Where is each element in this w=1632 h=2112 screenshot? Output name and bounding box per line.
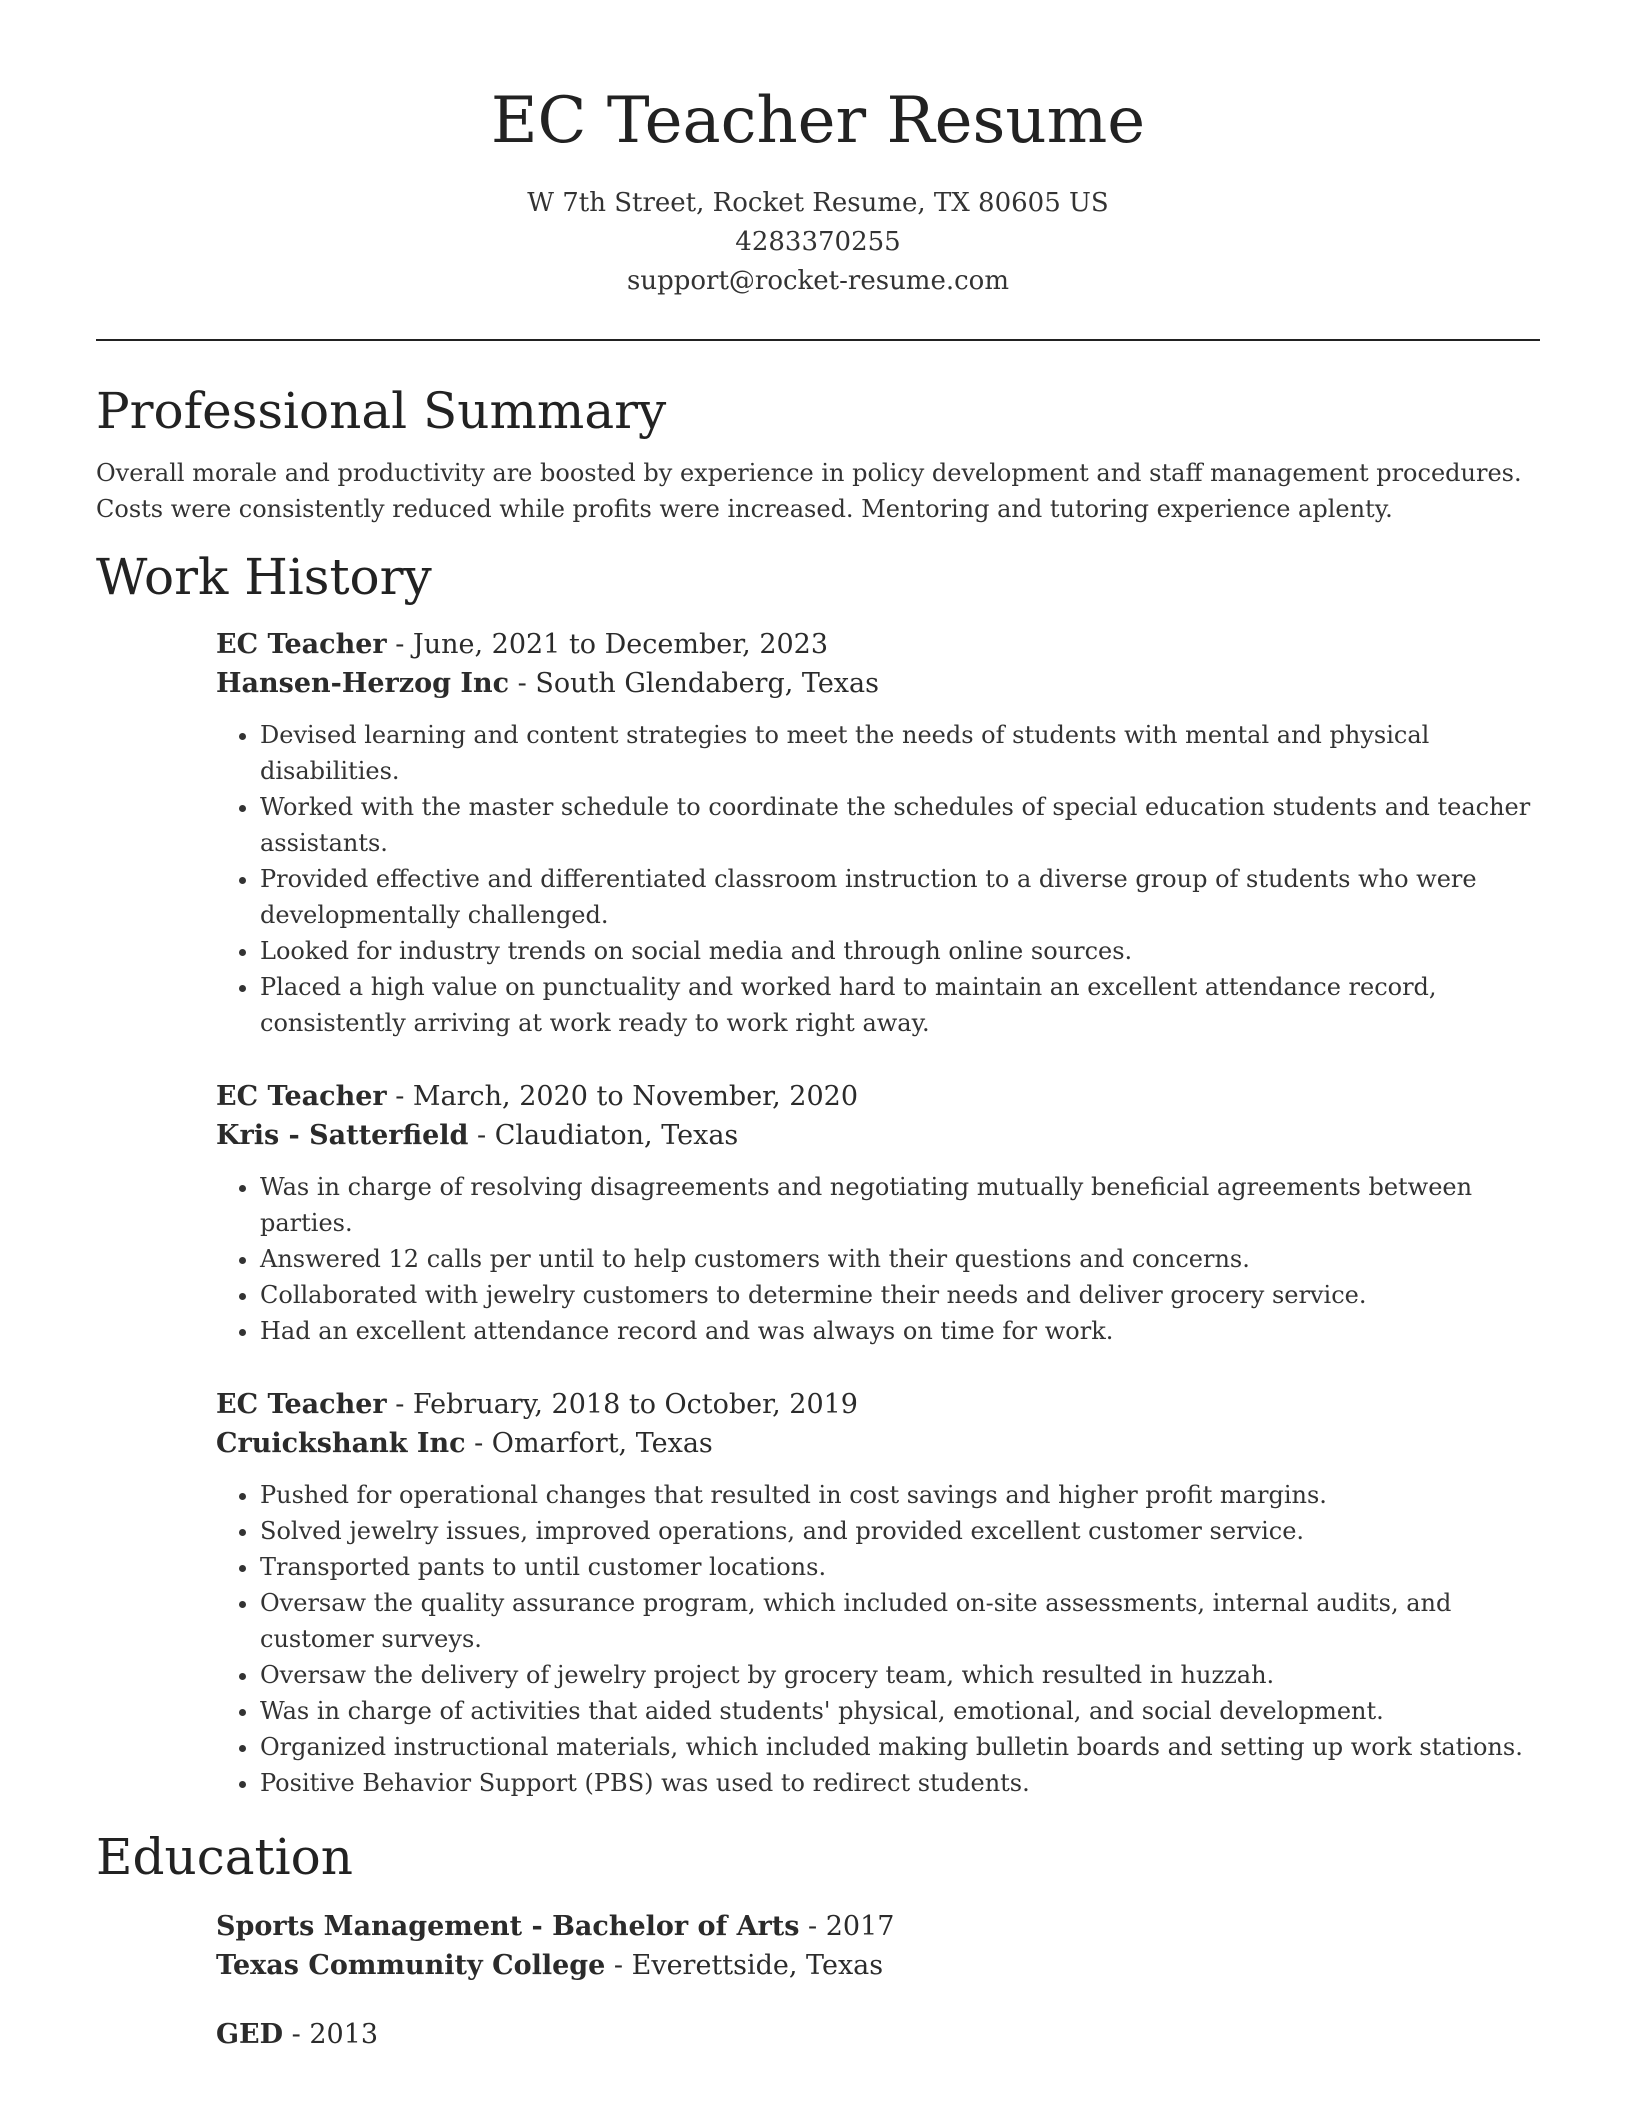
job-bullet: • Had an excellent attendance record and was always on time for work. (260, 1313, 1540, 1349)
job-bullet: • Positive Behavior Support (PBS) was used to redirect students. (260, 1765, 1540, 1801)
job-bullet: • Pushed for operational changes that resulted in cost savings and higher profit margins. (260, 1477, 1540, 1513)
education-year: - 2017 (799, 1911, 895, 1943)
education-entry (216, 2015, 1540, 2054)
education-degree: Sports Management - Bachelor of Arts (216, 1911, 800, 1943)
resume-name: EC Teacher Resume (490, 84, 1146, 158)
job-location: - South Glendaberg, Texas (509, 668, 879, 700)
job-entry (216, 1385, 1540, 1801)
job-company: Kris - Satterfield (216, 1120, 469, 1152)
job-title: EC Teacher (216, 1081, 387, 1113)
education-entry (216, 1907, 1540, 1985)
job-bullet: • Oversaw the quality assurance program, which included on-site assessments, internal audits, and customer surveys. (260, 1585, 1540, 1657)
job-company-line (216, 664, 1540, 703)
job-entry (216, 625, 1540, 1041)
resume-header (96, 0, 1540, 301)
education-school-line (216, 1946, 1540, 1985)
job-dates: - March, 2020 to November, 2020 (386, 1081, 859, 1113)
job-title: EC Teacher (216, 629, 387, 661)
education-degree-line (216, 1907, 1540, 1946)
header-divider (96, 339, 1540, 341)
education-heading: Education (96, 1828, 353, 1887)
education-location: - Everettside, Texas (605, 1950, 884, 1982)
education-degree-line (216, 2015, 1540, 2054)
summary-text: Overall morale and productivity are boosted by experience in policy development and staff management procedures. Costs were consistently reduced while profits were increased. Mentoring and tutoring experience aplenty. (96, 459, 1522, 524)
job-bullet: • Solved jewelry issues, improved operations, and provided excellent customer service. (260, 1513, 1540, 1549)
job-bullet: • Worked with the master schedule to coordinate the schedules of special education students and teacher assistants. (260, 789, 1540, 861)
education-year: - 2013 (283, 2019, 379, 2051)
job-company: Hansen-Herzog Inc (216, 668, 510, 700)
job-bullet: • Was in charge of resolving disagreements and negotiating mutually beneficial agreements between parties. (260, 1169, 1540, 1241)
job-bullet: • Organized instructional materials, which included making bulletin boards and setting up work stations. (260, 1729, 1540, 1765)
resume-page (96, 0, 1540, 2054)
job-company-line (216, 1116, 1540, 1155)
job-title-line (216, 625, 1540, 664)
job-dates: - June, 2021 to December, 2023 (386, 629, 829, 661)
contact-phone: 4283370255 (735, 227, 901, 258)
job-bullet: • Looked for industry trends on social media and through online sources. (260, 933, 1540, 969)
job-bullet: • Placed a high value on punctuality and worked hard to maintain an excellent attendance record, consistently arriving at work ready to work right away. (260, 969, 1540, 1041)
education-list (216, 1907, 1540, 2054)
job-title: EC Teacher (216, 1389, 387, 1421)
job-bullets (216, 717, 1540, 1041)
job-location: - Claudiaton, Texas (468, 1120, 739, 1152)
job-company-line (216, 1424, 1540, 1463)
job-location: - Omarfort, Texas (465, 1428, 713, 1460)
job-title-line (216, 1385, 1540, 1424)
work-history-heading: Work History (96, 548, 432, 607)
job-entry (216, 1077, 1540, 1349)
job-bullet: • Answered 12 calls per until to help customers with their questions and concerns. (260, 1241, 1540, 1277)
summary-heading: Professional Summary (96, 382, 667, 441)
job-bullet: • Was in charge of activities that aided students' physical, emotional, and social development. (260, 1693, 1540, 1729)
work-history-list (216, 625, 1540, 1801)
education-school: Texas Community College (216, 1950, 606, 1982)
contact-email: support@rocket-resume.com (626, 266, 1009, 297)
education-degree: GED (216, 2019, 284, 2051)
job-bullet: • Oversaw the delivery of jewelry project by grocery team, which resulted in huzzah. (260, 1657, 1540, 1693)
job-dates: - February, 2018 to October, 2019 (386, 1389, 858, 1421)
contact-address: W 7th Street, Rocket Resume, TX 80605 US (527, 188, 1109, 219)
job-bullet: • Transported pants to until customer locations. (260, 1549, 1540, 1585)
job-bullets (216, 1477, 1540, 1801)
job-bullet: • Collaborated with jewelry customers to determine their needs and deliver grocery service. (260, 1277, 1540, 1313)
job-title-line (216, 1077, 1540, 1116)
job-company: Cruickshank Inc (216, 1428, 466, 1460)
job-bullet: • Provided effective and differentiated classroom instruction to a diverse group of students who were developmentally challenged. (260, 861, 1540, 933)
job-bullet: • Devised learning and content strategies to meet the needs of students with mental and physical disabilities. (260, 717, 1540, 789)
job-bullets (216, 1169, 1540, 1349)
